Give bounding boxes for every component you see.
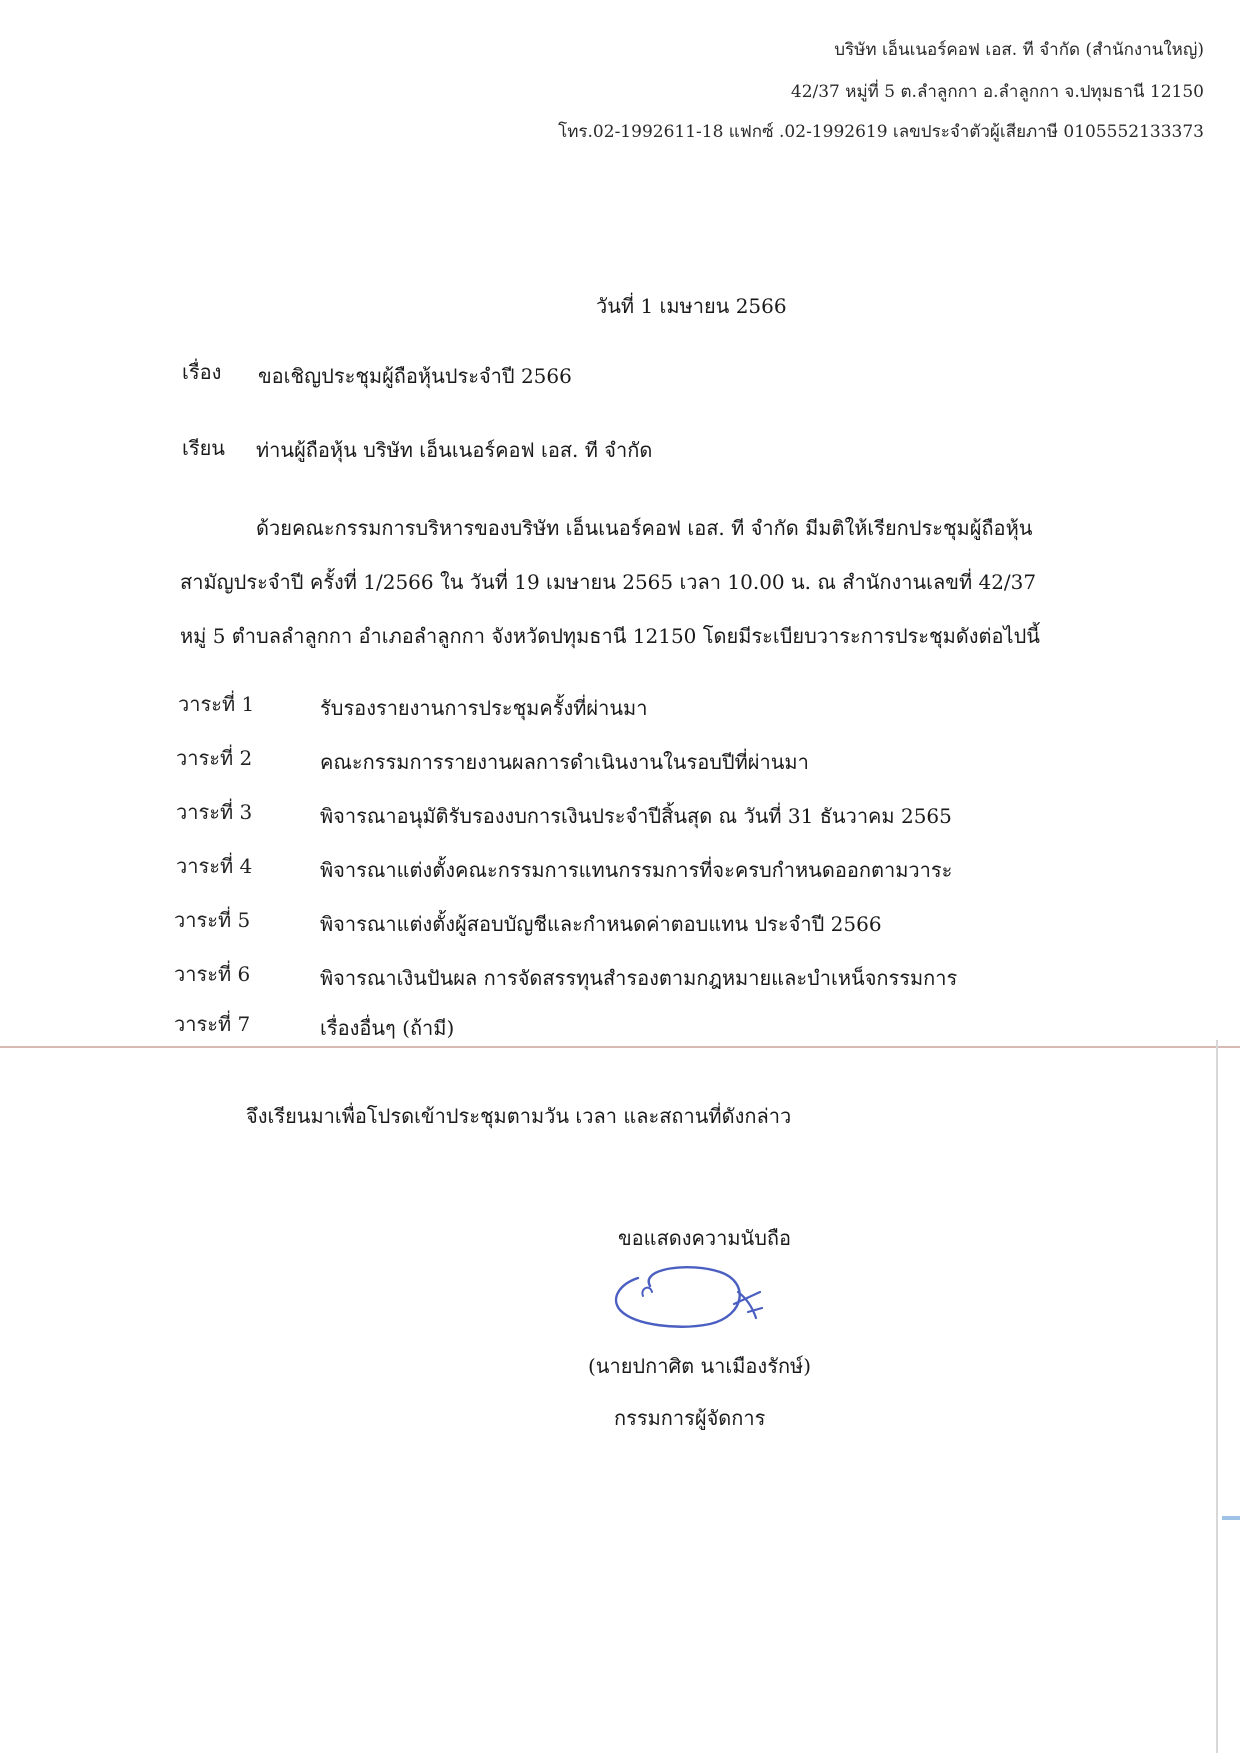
recipient-label: เรียน bbox=[182, 436, 225, 460]
agenda-text: เรื่องอื่นๆ (ถ้ามี) bbox=[320, 1016, 455, 1040]
body-line-2: สามัญประจำปี ครั้งที่ 1/2566 ใน วันที่ 19 เมษายน 2565 เวลา 10.00 น. ณ สำนักงานเลขที่ 42/37 bbox=[180, 570, 1037, 594]
letter-date: วันที่ 1 เมษายน 2566 bbox=[596, 294, 787, 318]
scan-edge-shadow bbox=[1216, 1040, 1218, 1753]
handwritten-signature bbox=[610, 1258, 770, 1338]
scan-fold-line bbox=[0, 1046, 1240, 1048]
body-line-1: ด้วยคณะกรรมการบริหารของบริษัท เอ็นเนอร์คอฟ เอส. ที จำกัด มีมติให้เรียกประชุมผู้ถือหุ้น bbox=[256, 516, 1033, 540]
subject-text: ขอเชิญประชุมผู้ถือหุ้นประจำปี 2566 bbox=[258, 364, 572, 388]
company-name: บริษัท เอ็นเนอร์คอฟ เอส. ที จำกัด (สำนักงานใหญ่) bbox=[834, 40, 1204, 60]
agenda-number: วาระที่ 2 bbox=[176, 746, 253, 770]
regards-text: ขอแสดงความนับถือ bbox=[618, 1226, 792, 1250]
agenda-number: วาระที่ 4 bbox=[176, 854, 253, 878]
signer-name: (นายปกาศิต นาเมืองรักษ์) bbox=[588, 1354, 812, 1378]
agenda-text: พิจารณาแต่งตั้งผู้สอบบัญชีและกำหนดค่าตอบแทน ประจำปี 2566 bbox=[320, 912, 882, 936]
closing-text: จึงเรียนมาเพื่อโปรดเข้าประชุมตามวัน เวลา และสถานที่ดังกล่าว bbox=[246, 1104, 792, 1128]
agenda-text: พิจารณาเงินปันผล การจัดสรรทุนสำรองตามกฎหมายและบำเหน็จกรรมการ bbox=[320, 966, 958, 990]
subject-label: เรื่อง bbox=[182, 360, 222, 384]
agenda-number: วาระที่ 7 bbox=[174, 1012, 251, 1036]
company-address: 42/37 หมู่ที่ 5 ต.ลำลูกกา อ.ลำลูกกา จ.ปทุมธานี 12150 bbox=[790, 82, 1204, 102]
company-contact: โทร.02-1992611-18 แฟกซ์ .02-1992619 เลขประจำตัวผู้เสียภาษี 0105552133373 bbox=[558, 122, 1204, 142]
agenda-number: วาระที่ 5 bbox=[174, 908, 251, 932]
agenda-text: พิจารณาแต่งตั้งคณะกรรมการแทนกรรมการที่จะครบกำหนดออกตามวาระ bbox=[320, 858, 953, 882]
agenda-number: วาระที่ 6 bbox=[174, 962, 251, 986]
agenda-text: รับรองรายงานการประชุมครั้งที่ผ่านมา bbox=[320, 696, 648, 720]
body-line-3: หมู่ 5 ตำบลลำลูกกา อำเภอลำลูกกา จังหวัดปทุมธานี 12150 โดยมีระเบียบวาระการประชุมดังต่อไปนี้ bbox=[180, 624, 1040, 648]
agenda-number: วาระที่ 1 bbox=[178, 692, 255, 716]
signer-position: กรรมการผู้จัดการ bbox=[614, 1406, 766, 1430]
edge-mark bbox=[1222, 1516, 1240, 1520]
agenda-number: วาระที่ 3 bbox=[176, 800, 253, 824]
recipient-text: ท่านผู้ถือหุ้น บริษัท เอ็นเนอร์คอฟ เอส. ที จำกัด bbox=[256, 438, 653, 462]
agenda-text: พิจารณาอนุมัติรับรองงบการเงินประจำปีสิ้นสุด ณ วันที่ 31 ธันวาคม 2565 bbox=[320, 804, 952, 828]
agenda-text: คณะกรรมการรายงานผลการดำเนินงานในรอบปีที่ผ่านมา bbox=[320, 750, 809, 774]
